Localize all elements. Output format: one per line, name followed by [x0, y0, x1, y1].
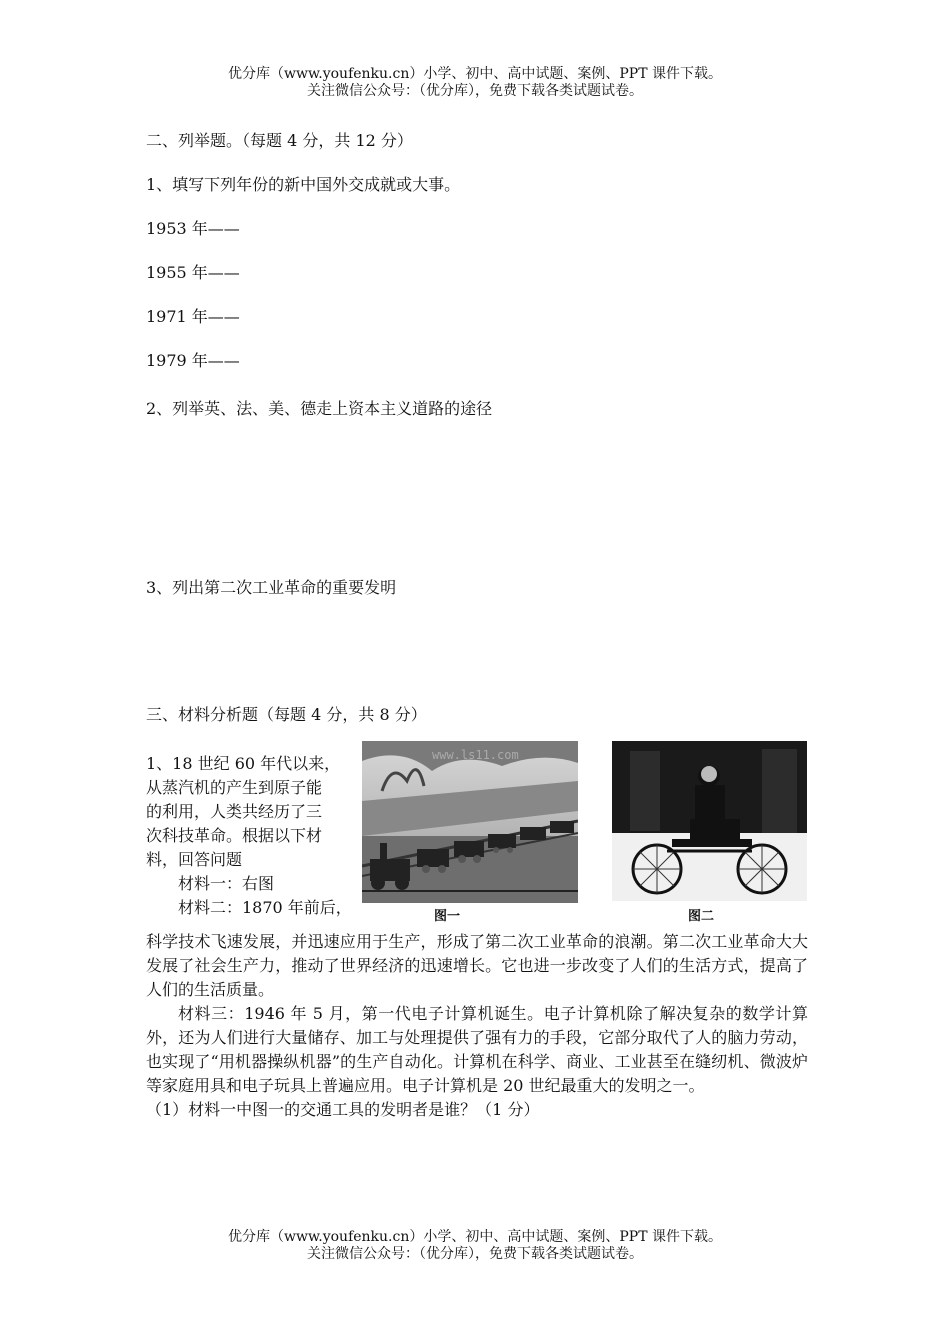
section-3-title: 三、材料分析题（每题 4 分，共 8 分）	[146, 705, 427, 724]
question-2-2: 2、列举英、法、美、德走上资本主义道路的途径	[146, 399, 493, 418]
intro-line: 次科技革命。根据以下材	[146, 826, 323, 845]
question-3-1: （1）材料一中图一的交通工具的发明者是谁？（1 分）	[146, 1100, 540, 1119]
intro-line: 1、18 世纪 60 年代以来，	[146, 754, 341, 773]
section-2-title: 二、列举题。（每题 4 分，共 12 分）	[146, 131, 413, 150]
footer-line-2: 关注微信公众号：（优分库），免费下载各类试题试卷。	[307, 1246, 643, 1262]
page-header	[0, 66, 950, 100]
material-block	[146, 930, 808, 1122]
header-line-2: 关注微信公众号：（优分库），免费下载各类试题试卷。	[307, 83, 643, 99]
header-line-1: 优分库（www.youfenku.cn）小学、初中、高中试题、案例、PPT 课件下载。	[227, 66, 722, 82]
year-blank-1953: 1953 年——	[146, 219, 240, 238]
year-blank-1979: 1979 年——	[146, 351, 240, 370]
figure-2-automobile-image	[612, 741, 807, 901]
page-footer	[0, 1229, 950, 1263]
question-2-3: 3、列出第二次工业革命的重要发明	[146, 578, 397, 597]
year-blank-1955: 1955 年——	[146, 263, 240, 282]
intro-line: 料，回答问题	[146, 850, 243, 869]
figure-2-caption: 图二	[688, 909, 715, 924]
intro-line: 的利用，人类共经历了三	[146, 802, 323, 821]
question-2-1: 1、填写下列年份的新中国外交成就或大事。	[146, 175, 461, 194]
material-intro	[146, 752, 356, 920]
material-1-label: 材料一：右图	[178, 874, 275, 893]
figure-1-locomotive-image	[362, 741, 578, 903]
material-2-text: 科学技术飞速发展，并迅速应用于生产，形成了第二次工业革命的浪潮。第二次工业革命大大发展了社会生产力，推动了世界经济的迅速增长。它也进一步改变了人们的生活方式，提高了人们的生活质量。	[146, 932, 808, 999]
material-2-start: 材料二：1870 年前后，	[178, 898, 352, 917]
figure-1-caption: 图一	[434, 909, 461, 924]
year-blank-1971: 1971 年——	[146, 307, 240, 326]
figure-1-watermark: www.ls11.com	[432, 748, 519, 762]
intro-line: 从蒸汽机的产生到原子能	[146, 778, 323, 797]
material-3-text: 材料三：1946 年 5 月，第一代电子计算机诞生。电子计算机除了解决复杂的数学计算外，还为人们进行大量储存、加工与处理提供了强有力的手段，它部分取代了人的脑力劳动，也实现了“用机器操纵机器”的生产自动化。计算机在科学、商业、工业甚至在缝纫机、微波炉等家庭用具和电子玩具上普遍应用。电子计算机是 20 世纪最重大的发明之一。	[146, 1004, 808, 1095]
footer-line-1: 优分库（www.youfenku.cn）小学、初中、高中试题、案例、PPT 课件下载。	[227, 1229, 722, 1245]
